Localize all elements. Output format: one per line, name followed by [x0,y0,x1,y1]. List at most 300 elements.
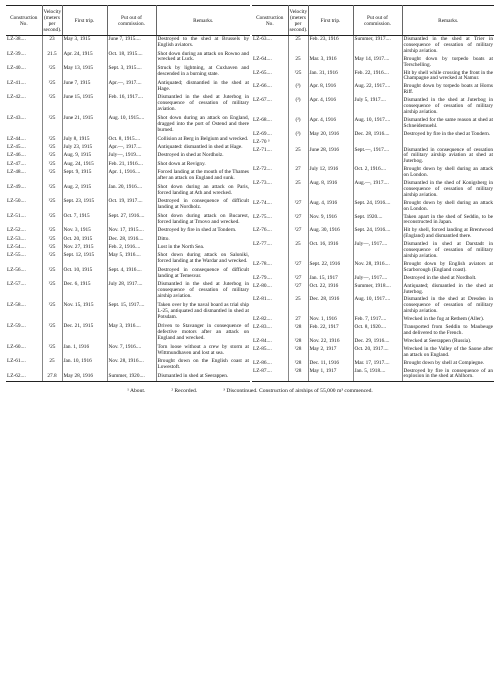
table-row [6,244,250,252]
cell-velocity: ¹25 [42,244,62,252]
table-row [252,227,494,241]
cell-first-trip: Apr. 24, 1915 [62,51,107,66]
table-row [252,117,494,131]
cell-construction-no: LZ-49.... [6,184,42,199]
cell-velocity: ¹25 [42,184,62,199]
cell-put-out: Feb. 7, 1917.... [353,316,402,324]
cell-velocity: 25 [42,358,62,373]
cell-velocity: ¹25 [42,65,62,80]
cell-put-out: Aug. 22, 1917.... [353,83,402,97]
cell-put-out: Oct. 8, 1920.... [353,324,402,338]
cell-velocity: ¹28 [288,346,308,360]
cell-velocity: ¹25 [42,344,62,359]
cell-construction-no: LZ-53.... [6,236,42,244]
cell-velocity: ¹25 [42,252,62,267]
cell-put-out: July—, 1917.... [353,275,402,283]
cell-remarks: Shot down during attack on Saloniki, forced landing at the Wardar and wrecked. [157,252,249,265]
cell-velocity: 25 [288,296,308,316]
table-row [6,51,250,66]
header-put-out: Put out of commission. [107,6,156,36]
cell-velocity: 27.8 [42,373,62,382]
header-put-out: Put out of commission. [353,6,402,36]
table-row [252,36,494,56]
cell-first-trip: Aug. 24, 1915 [62,161,107,169]
cell-construction-no: LZ-75.... [252,214,288,228]
table-row [252,241,494,261]
cell-construction-no: LZ-87.... [252,368,288,382]
cell-remarks: Dismantled in the shed at Juterbog in consequence of cessation of military airship aviation. [157,281,249,300]
cell-remarks: Dismantled in the shed of Konigsberg in consequence of cessation of military airship aviation. [403,180,493,198]
cell-put-out: May 14, 1917.... [353,56,402,70]
table-row [6,373,250,382]
cell-velocity: 25 [288,56,308,70]
cell-first-trip: Aug. 30, 1916 [308,227,353,241]
cell-construction-no: LZ-42.... [6,94,42,115]
cell-put-out: July—, 1919.... [107,152,156,160]
cell-velocity: ¹25 [42,161,62,169]
cell-remarks: Destroyed by fire in the shed at Tondern. [403,130,491,137]
cell-put-out: July 28, 1917.... [107,281,156,302]
table-row [252,324,494,338]
cell-first-trip: Apr. 8, 1916 [308,83,353,97]
cell-first-trip: Aug. 4, 1916 [308,200,353,214]
cell-construction-no: LZ-78.... [252,261,288,275]
cell-put-out: Apr.—, 1917.... [107,144,156,152]
cell-put-out: Apr.—, 1917.... [107,80,156,95]
cell-construction-no: LZ-61.... [6,358,42,373]
cell-remarks: Destroyed in consequence of difficult landing at Nordholz. [157,198,249,211]
cell-first-trip: Dec. 6, 1915 [62,281,107,302]
cell-first-trip: Nov. 22, 1916 [308,338,353,346]
footnotes [6,388,494,394]
cell-velocity: ¹25 [42,302,62,323]
cell-construction-no: LZ-55.... [6,252,42,267]
cell-first-trip: May 28, 1916 [62,373,107,382]
cell-first-trip: Oct. 22, 1916 [308,283,353,297]
cell-velocity: ¹28 [288,324,308,338]
table-row [6,267,250,282]
header-remarks: Remarks. [156,6,250,36]
cell-remarks: Dismantled in shed at Darstadt in consequence of cessation of military airship aviation. [403,241,493,259]
table-row [6,323,250,344]
cell-remarks: Struck by lightning, at Cuxhaven and descended in a burning state. [157,65,249,78]
table-body-left [6,36,250,382]
cell-first-trip: Sept. 23, 1915 [62,198,107,213]
cell-velocity: (²) [288,131,308,139]
cell-construction-no: LZ-47.... [6,161,42,169]
cell-first-trip: May 3, 1915 [62,36,107,51]
table-row [6,213,250,228]
table-row [6,65,250,80]
cell-remarks: Taken over by the naval board as trial ship L-25, antiquated and dismantled in shed at Potsdam. [157,302,249,320]
cell-construction-no: LZ-79.... [252,275,288,283]
cell-put-out: Sept. 3, 1915.... [107,65,156,80]
cell-velocity: ¹25 [42,152,62,160]
table-header-left [6,6,250,36]
cell-put-out: Nov. 28, 1916.... [107,358,156,373]
cell-remarks: Hit by shell, forced landing at Brentwood (England) and dismantled there. [403,227,493,240]
table-row [252,316,494,324]
cell-velocity: ¹28 [288,360,308,368]
cell-construction-no: LZ-46.... [6,152,42,160]
cell-first-trip: Nov. 1, 1916 [308,316,353,324]
cell-put-out: Sept. 15, 1917.... [107,302,156,323]
cell-put-out: July—, 1917.... [353,241,402,261]
cell-first-trip: Dec. 21, 1915 [62,323,107,344]
cell-put-out: June 7, 1915.... [107,36,156,51]
table-row [6,80,250,95]
table-row [6,198,250,213]
table-row [6,36,250,51]
table-row [252,166,494,180]
cell-construction-no: LZ-59.... [6,323,42,344]
cell-remarks: Dismantled in the shed at Trier in consequence of cessation of military airship aviation. [403,36,493,54]
cell-construction-no: LZ-66.... [252,83,288,97]
cell-remarks: Shot down at Revigny. [157,160,206,167]
cell-velocity: (²) [288,83,308,97]
table-row [252,200,494,214]
cell-construction-no: LZ-72.... [252,166,288,180]
table-row [252,147,494,167]
cell-construction-no: LZ-60.... [6,344,42,359]
cell-remarks: Wrecked in the Valley of the Saone after an attack on England. [403,345,493,358]
table-row [6,236,250,244]
cell-remarks: Shot down during attack on Bucarest, forced landing at Trnovo and wrecked. [157,212,249,225]
table-row [6,144,250,152]
table-row [6,252,250,267]
cell-first-trip: July 12, 1916 [308,166,353,180]
cell-remarks: Ditto. [157,235,170,242]
cell-put-out: Dec. 28, 1916.... [107,236,156,244]
cell-put-out: Summer, 1920.... [107,373,156,382]
cell-first-trip: June 21, 1915 [62,115,107,136]
cell-put-out [353,139,402,147]
cell-put-out: Aug. 10, 1917.... [353,117,402,131]
cell-put-out: July 5, 1917.... [353,97,402,117]
table-row [252,275,494,283]
cell-remarks [402,139,494,147]
cell-velocity: ¹25 [42,169,62,184]
cell-remarks: Brought down by torpedo boats at Horns Riff. [403,83,493,96]
cell-velocity: ¹27 [288,214,308,228]
cell-put-out: Sept. 27, 1916.... [107,213,156,228]
table-row [252,70,494,84]
cell-put-out: Sept. 24, 1916.... [353,200,402,214]
cell-first-trip: Aug. 2, 1915 [62,184,107,199]
cell-velocity: 27 [288,166,308,180]
cell-first-trip: Oct. 16, 1916 [308,241,353,261]
cell-construction-no: LZ-40.... [6,65,42,80]
header-velocity: Velocity (meters per second). [288,6,308,36]
cell-construction-no: LZ-77.... [252,241,288,261]
table-row [6,302,250,323]
cell-construction-no: LZ-65.... [252,70,288,84]
cell-remarks: Destroyed in consequence of difficult landing at Temesvar. [157,266,249,279]
cell-velocity: ¹25 [42,136,62,144]
cell-construction-no: LZ-43.... [6,115,42,136]
cell-velocity: 23 [42,36,62,51]
cell-remarks: Wrecked in the fog at Rethem (Aller). [403,316,485,323]
cell-put-out: Sept.—, 1917.... [353,147,402,167]
cell-first-trip: Aug. 8, 1916 [308,180,353,200]
cell-construction-no: LZ-82.... [252,316,288,324]
cell-remarks: Lost in the North Sea. [157,243,205,250]
cell-construction-no: LZ-86.... [252,360,288,368]
cell-put-out: Oct. 2, 1916.... [353,166,402,180]
cell-velocity: ¹28 [288,338,308,346]
cell-velocity: ¹27 [288,261,308,275]
cell-construction-no: LZ-48.... [6,169,42,184]
cell-remarks: Brought down by shell during an attack on London. [403,166,493,179]
table-row [252,97,494,117]
cell-construction-no: LZ-51.... [6,213,42,228]
cell-remarks: Brought down by shell during an attack on London. [403,199,493,212]
cell-remarks: Dismantled in the shed at Dresden in consequence of cessation of military airship aviation. [403,296,493,315]
cell-remarks: Driven to Stavanger in consequence of defective motors after an attack on England and wrecked. [157,322,249,341]
cell-remarks: Antiquated: dismantled in shed at Hage. [157,144,243,151]
cell-construction-no: LZ-58.... [6,302,42,323]
airship-table-left [6,5,250,382]
cell-velocity: ¹27 [288,200,308,214]
cell-velocity: ¹25 [42,227,62,235]
cell-velocity: ¹25 [42,198,62,213]
cell-construction-no: LZ-56.... [6,267,42,282]
table-row [252,338,494,346]
cell-construction-no: LZ-39.... [6,51,42,66]
cell-put-out: Dec. 29, 1916.... [353,338,402,346]
cell-first-trip: Feb. 22, 1917 [308,324,353,338]
cell-velocity: 25 [288,241,308,261]
table-row [6,161,250,169]
table-row [252,368,494,382]
cell-velocity: ¹27 [288,275,308,283]
cell-first-trip: May 2, 1917 [308,346,353,360]
table-row [252,56,494,70]
cell-remarks: Dismantled in consequence of cessation of military airship aviation at shed at Juterbog. [403,146,493,165]
table-row [6,136,250,144]
cell-first-trip: Apr. 4, 1916 [308,97,353,117]
cell-construction-no: LZ-62.... [6,373,42,382]
cell-remarks: Shot down during an attack on Paris, forced landing at Ath and wrecked. [157,183,249,196]
cell-remarks: Antiquated; dismantled in the shed at Hage. [157,79,249,92]
cell-remarks: Destroyed in shed at Nordholz. [157,152,224,159]
cell-put-out: Nov. 17, 1915.... [107,227,156,235]
footnote-recorded: ² Recorded. [171,388,198,395]
cell-remarks: Shot down during an attack on Rowno and wrecked at Luck. [157,50,249,63]
cell-put-out: Oct. 19, 1917.... [107,198,156,213]
cell-remarks: Antiquated; dismantled in the shed at Juterbog. [403,282,493,295]
table-row [252,283,494,297]
cell-put-out: Feb. 16, 1917.... [107,94,156,115]
cell-velocity: ¹25 [42,267,62,282]
cell-remarks: Brought down by shell at Compiegne. [403,359,485,366]
cell-velocity: (²) [288,117,308,131]
cell-put-out: Nov. 28, 1916.... [353,261,402,275]
cell-first-trip: Jan. 10, 1916 [62,358,107,373]
cell-put-out: Oct. 8, 1915.... [107,136,156,144]
cell-first-trip: Jan. 1, 1916 [62,344,107,359]
cell-velocity: (²) [288,97,308,117]
cell-remarks: Dismantled in the shed at Juterbog in consequence of cessation of military airship aviation. [403,97,493,115]
table-row [252,346,494,360]
cell-put-out: Feb. 22, 1916.... [353,70,402,84]
cell-remarks: Destroyed by fire in shed at Tondern. [157,227,237,234]
cell-first-trip: June 15, 1915 [62,94,107,115]
cell-construction-no: LZ-83.... [252,324,288,338]
cell-construction-no: LZ-54.... [6,244,42,252]
cell-put-out: Oct. 18, 1915.... [107,51,156,66]
cell-put-out: May 3, 1916.... [107,323,156,344]
two-column-layout [6,5,494,382]
footnote-about: ¹ About. [127,388,146,395]
cell-remarks: Taken apart in the shed of Seddin, to be reconstructed in Japan. [403,213,493,226]
cell-remarks: Destroyed in the shed at Nordholt. [403,274,477,281]
table-row [252,360,494,368]
cell-put-out: Jan. 20, 1916.... [107,184,156,199]
cell-construction-no: LZ-63.... [252,36,288,56]
cell-first-trip: Jan. 15, 1917 [308,275,353,283]
table-row [6,184,250,199]
header-construction-no: Construction No. [6,6,42,36]
cell-first-trip: Oct. 10, 1915 [62,267,107,282]
cell-put-out: Jan. 5, 1918.... [353,368,402,382]
cell-put-out: Oct. 20, 1917.... [353,346,402,360]
cell-velocity: ¹27 [288,283,308,297]
cell-construction-no: LZ-84.... [252,338,288,346]
cell-first-trip: Oct. 7, 1915 [62,213,107,228]
cell-velocity: ¹25 [42,144,62,152]
cell-put-out: Mar. 17, 1917.... [353,360,402,368]
table-row [6,281,250,302]
table-row [252,83,494,97]
cell-first-trip: Aug. 9, 1915 [62,152,107,160]
cell-first-trip: July 23, 1915 [62,144,107,152]
cell-first-trip: June 7, 1915 [62,80,107,95]
cell-first-trip: Nov. 27, 1915 [62,244,107,252]
table-row [6,94,250,115]
cell-construction-no: LZ-85.... [252,346,288,360]
cell-put-out: Sept. 24, 1916.... [353,227,402,241]
cell-first-trip: Oct. 20, 1915 [62,236,107,244]
cell-construction-no: LZ-69.... [252,131,288,139]
table-row [6,227,250,235]
cell-first-trip: May 1, 1917 [308,368,353,382]
cell-velocity: ¹25 [42,236,62,244]
table-row [6,169,250,184]
table-row [252,214,494,228]
cell-first-trip: July 8, 1915 [62,136,107,144]
cell-remarks: Destroyed to the shed at Brussels by English aviators. [157,36,249,48]
table-row [6,344,250,359]
header-construction-no: Construction No. [252,6,288,36]
cell-first-trip: Sept. 12, 1915 [62,252,107,267]
cell-first-trip: Apr. 4, 1916 [308,117,353,131]
cell-first-trip: May 13, 1915 [62,65,107,80]
header-velocity: Velocity (meters per second). [42,6,62,36]
cell-construction-no: LZ-52.... [6,227,42,235]
cell-construction-no: LZ-41.... [6,80,42,95]
cell-velocity: ¹25 [42,281,62,302]
table-row [252,180,494,200]
header-first-trip: First trip. [62,6,107,36]
cell-construction-no: LZ-45.... [6,144,42,152]
cell-put-out: Feb. 2, 1916.... [107,244,156,252]
cell-put-out: Summer, 1917.... [353,36,402,56]
table-row [252,261,494,275]
header-remarks: Remarks. [402,6,494,36]
document-page [6,5,494,394]
cell-construction-no: LZ-67.... [252,97,288,117]
cell-velocity: 27 [288,316,308,324]
cell-construction-no: LZ-50.... [6,198,42,213]
cell-first-trip: Nov. 9, 1916 [308,214,353,228]
cell-first-trip: Feb. 23, 1916 [308,36,353,56]
cell-construction-no: LZ-76.... [252,227,288,241]
cell-construction-no: LZ-70 ³ [252,139,288,147]
cell-put-out: Sept. 4, 1916.... [107,267,156,282]
cell-construction-no: LZ-71.... [252,147,288,167]
cell-velocity: 25 [288,180,308,200]
cell-remarks: Hit by shell while crossing the front in the Champagne and wrecked at Namur. [403,69,493,82]
cell-velocity: 25 [288,147,308,167]
cell-velocity: ¹25 [42,213,62,228]
cell-remarks: Brought down on the English coast at Lowestoft. [157,358,249,371]
cell-remarks: Brought down by English aviators at Scarborough (England coast). [403,260,493,273]
cell-remarks: Destroyed by fire in consequence of an explosion in the shed at Ahlhorn. [402,368,494,382]
cell-remarks: Dismantled for the same reason at shed at Schneidemuehl. [403,116,493,129]
cell-remarks: Collision at Berg in Belgium and wrecked. [157,135,249,142]
footnote-discontinued: ³ Discontinued. Construction of airships of 55,000 m³ commenced. [223,388,373,395]
cell-put-out: Aug. 10, 1917.... [353,296,402,316]
table-body-right [252,36,494,382]
cell-first-trip: Dec. 11, 1916 [308,360,353,368]
table-row [6,152,250,160]
cell-first-trip: May 20, 1916 [308,131,353,139]
cell-first-trip: Nov. 15, 1915 [62,302,107,323]
cell-remarks: Dismantled in the shed at Juterbog in consequence of cessation of military aviation. [157,94,249,113]
cell-velocity: ¹27 [288,227,308,241]
cell-construction-no: LZ-44.... [6,136,42,144]
cell-velocity: ¹25 [42,323,62,344]
cell-remarks: Forced landing at the mouth of the Thames after an attack on England and sunk. [157,169,249,181]
cell-remarks: Wrecked at Seerappen (Russia). [403,337,472,344]
cell-put-out: Aug.—, 1917.... [353,180,402,200]
cell-first-trip: Jan. 31, 1916 [308,70,353,84]
cell-put-out: May 5, 1916.... [107,252,156,267]
airship-table-right [252,5,494,382]
cell-velocity: ¹25 [42,94,62,115]
cell-velocity: ¹25 [288,70,308,84]
cell-remarks: Transported from Seddin to Maubeuge and delivered to the French. [403,324,493,336]
cell-construction-no: LZ-74.... [252,200,288,214]
cell-put-out: Sept. 1920.... [353,214,402,228]
cell-first-trip: Mar. 3, 1916 [308,56,353,70]
cell-velocity: ¹28 [288,368,308,382]
table-row [252,131,494,139]
cell-construction-no: LZ-68.... [252,117,288,131]
table-header-right [252,6,494,36]
cell-put-out: Nov. 7, 1916.... [107,344,156,359]
cell-remarks: Shot down during an attack on England, dragged into the port of Ostend and there burned. [157,115,249,133]
cell-velocity: 21.5 [42,51,62,66]
header-first-trip: First trip. [308,6,353,36]
cell-first-trip: Dec. 28, 1916 [308,296,353,316]
cell-first-trip: Sept. 22, 1916 [308,261,353,275]
cell-remarks: Torn loose without a crew by storm at Wittmundhaven and lost at sea. [157,343,249,356]
table-row [6,358,250,373]
cell-put-out: Aug. 10, 1915.... [107,115,156,136]
cell-construction-no: LZ-73.... [252,180,288,200]
